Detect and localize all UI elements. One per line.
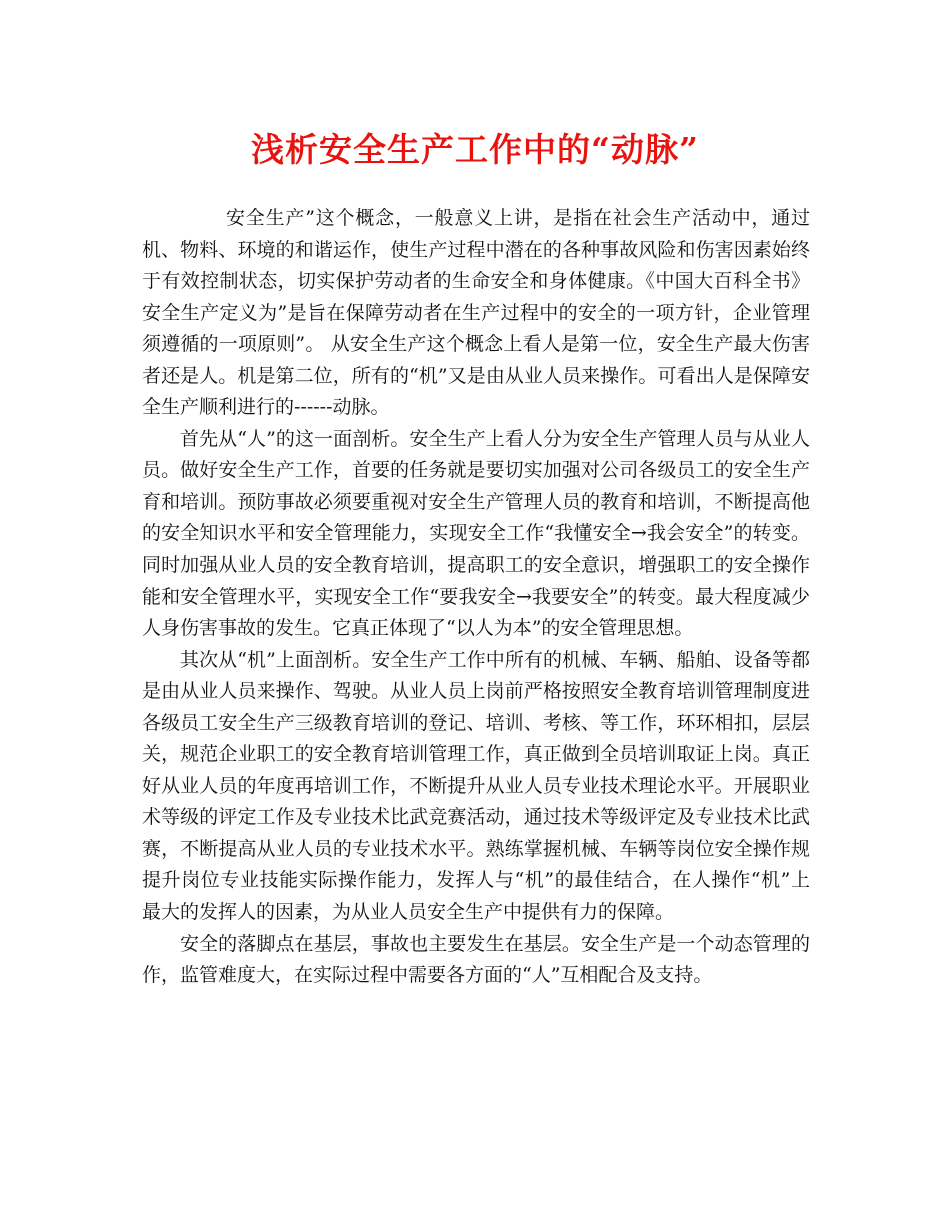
paragraph-line: 能和安全管理水平，实现安全工作“要我安全→我要安全”的转变。最大程度减少 <box>142 585 810 608</box>
paragraph <box>142 424 810 643</box>
paragraph <box>142 929 810 991</box>
paragraph-line: 安全的落脚点在基层，事故也主要发生在基层。安全生产是一个动态管理的 <box>180 932 810 955</box>
paragraph <box>142 645 810 927</box>
paragraph-line: 好从业人员的年度再培训工作，不断提升从业人员专业技术理论水平。开展职业 <box>142 774 810 797</box>
paragraph-line: 提升岗位专业技能实际操作能力，发挥人与“机”的最佳结合，在人操作“机”上 <box>142 869 810 892</box>
paragraph-line: 机、物料、环境的和谐运作，使生产过程中潜在的各种事故风险和伤害因素始终 <box>142 238 810 261</box>
paragraph-line: 术等级的评定工作及专业技术比武竞赛活动，通过技术等级评定及专业技术比武 <box>142 806 810 829</box>
paragraph-line: 各级员工安全生产三级教育培训的登记、培训、考核、等工作，环环相扣，层层 <box>142 711 810 734</box>
paragraph-line: 最大的发挥人的因素，为从业人员安全生产中提供有力的保障。 <box>142 901 675 924</box>
paragraph-line: 全生产顺利进行的------动脉。 <box>142 396 390 419</box>
paragraph-line: 须遵循的一项原则”。 从安全生产这个概念上看人是第一位，安全生产最大伤害 <box>142 333 810 356</box>
paragraph-line: 安全生产定义为”是旨在保障劳动者在生产过程中的安全的一项方针，企业管理 <box>142 301 810 324</box>
paragraph-line: 安全生产”这个概念，一般意义上讲，是指在社会生产活动中，通过 <box>226 207 810 229</box>
paragraph <box>142 203 810 422</box>
paragraph-line: 员。做好安全生产工作，首要的任务就是要切实加强对公司各级员工的安全生产 <box>142 459 810 482</box>
document-title: 浅析安全生产工作中的“动脉” <box>251 130 699 169</box>
paragraph-line: 首先从“人”的这一面剖析。安全生产上看人分为安全生产管理人员与从业人 <box>180 427 810 450</box>
paragraph-line: 者还是人。机是第二位，所有的“机”又是由从业人员来操作。可看出人是保障安 <box>142 364 810 387</box>
paragraph-line: 同时加强从业人员的安全教育培训，提高职工的安全意识，增强职工的安全操作 <box>142 554 810 577</box>
document-body <box>142 203 810 992</box>
paragraph-line: 其次从“机”上面剖析。安全生产工作中所有的机械、车辆、船舶、设备等都 <box>180 648 810 671</box>
paragraph-line: 赛，不断提高从业人员的专业技术水平。熟练掌握机械、车辆等岗位安全操作规 <box>142 837 810 860</box>
paragraph-line: 的安全知识水平和安全管理能力，实现安全工作“我懂安全→我会安全”的转变。 <box>142 522 810 545</box>
paragraph-line: 是由从业人员来操作、驾驶。从业人员上岗前严格按照安全教育培训管理制度进 <box>142 680 810 703</box>
paragraph-line: 于有效控制状态，切实保护劳动者的生命安全和身体健康。《中国大百科全书》 <box>142 270 810 293</box>
paragraph-line: 人身伤害事故的发生。它真正体现了“以人为本”的安全管理思想。 <box>142 617 694 640</box>
paragraph-line: 作，监管难度大，在实际过程中需要各方面的“人”互相配合及支持。 <box>142 964 713 987</box>
paragraph-line: 育和培训。预防事故必须要重视对安全生产管理人员的教育和培训，不断提高他 <box>142 490 810 513</box>
paragraph-line: 关，规范企业职工的安全教育培训管理工作，真正做到全员培训取证上岗。真正 <box>142 743 810 766</box>
